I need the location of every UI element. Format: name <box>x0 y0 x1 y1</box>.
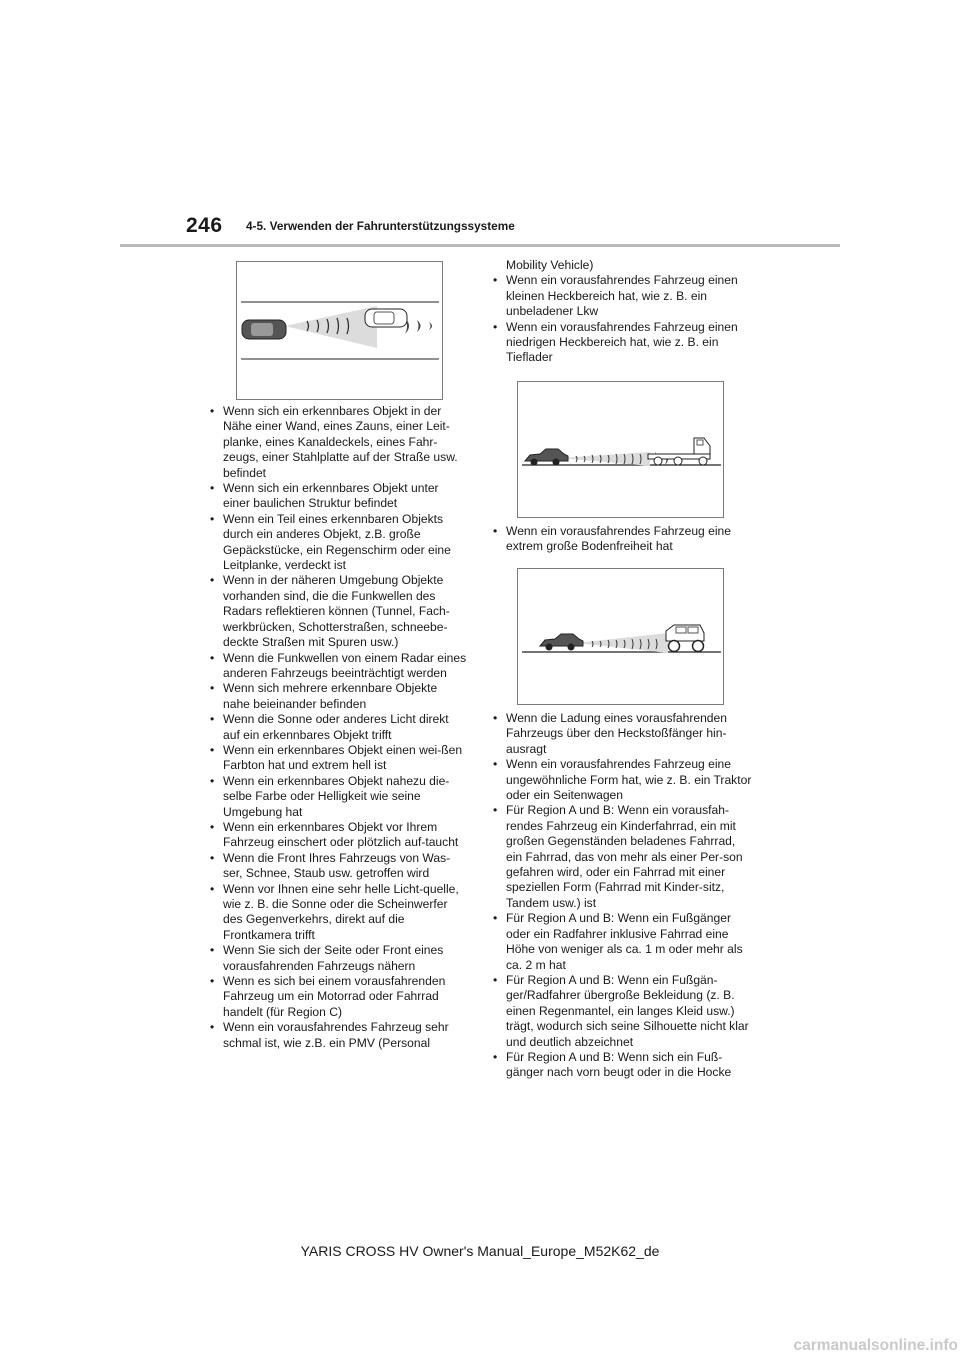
right-column-bottom-list <box>492 711 754 1081</box>
right-column-middle-list <box>492 524 754 555</box>
list-item: • Für Region A und B: Wenn ein Fußgän-ger/Radfahrer übergroße Bekleidung (z. B. einen Regenmantel, ein langes Kleid usw.) trägt, wodurch sich seine Silhouette nicht klar und deutlich abzeichnet <box>492 973 754 1050</box>
list-item: • Für Region A und B: Wenn ein vorausfah-rendes Fahrzeug ein Kinderfahrrad, ein mit großen Gegenständen beladenes Fahrrad, ein Fahrrad, das von mehr als einer Per-son gefahren wird, oder ein Fahrrad mit einer speziellen Form (Fahrrad mit Kinder-sitz, Tandem usw.) ist <box>492 803 754 911</box>
right-column-top-list <box>492 258 754 366</box>
list-item: • Wenn Sie sich der Seite oder Front eines vorausfahrenden Fahrzeugs nähern <box>209 943 467 974</box>
page-number: 246 <box>186 214 223 237</box>
list-item: • Wenn die Funkwellen von einem Radar eines anderen Fahrzeugs beeinträchtigt werden <box>209 651 467 682</box>
list-item: • Wenn ein vorausfahrendes Fahrzeug einen kleinen Heckbereich hat, wie z. B. ein unbeladener Lkw <box>492 273 754 319</box>
continuation-text: Mobility Vehicle) <box>506 258 594 272</box>
list-item: • Wenn sich ein erkennbares Objekt in der Nähe einer Wand, eines Zauns, einer Leit-planke, eines Kanaldeckels, eines Fahr-zeugs, einer Stahlplatte auf der Straße usw. befindet <box>209 404 467 481</box>
list-item: • Wenn ein vorausfahrendes Fahrzeug einen niedrigen Heckbereich hat, wie z. B. ein Tieflader <box>492 320 754 366</box>
list-item: • Wenn ein vorausfahrendes Fahrzeug sehr schmal ist, wie z.B. ein PMV (Personal <box>209 1020 467 1051</box>
figure-top-view-illustration <box>236 261 443 400</box>
left-column-list <box>209 404 467 1051</box>
list-item: • Wenn in der näheren Umgebung Objekte vorhanden sind, die die Funkwellen des Radars reflektieren können (Tunnel, Fach-werkbrücken, Schotterstraßen, schneebe-deckte Straßen mit Spuren usw.) <box>209 573 467 650</box>
list-item: • Wenn sich ein erkennbares Objekt unter einer baulichen Struktur befindet <box>209 481 467 512</box>
list-item: • Wenn sich mehrere erkennbare Objekte nahe beieinander befinden <box>209 681 467 712</box>
list-item: • Wenn es sich bei einem vorausfahrenden Fahrzeug um ein Motorrad oder Fahrrad handelt (für Region C) <box>209 974 467 1020</box>
list-item: • Wenn ein Teil eines erkennbaren Objekts durch ein anderes Objekt, z.B. große Gepäckstücke, ein Regenschirm oder eine Leitplanke, verdeckt ist <box>209 512 467 574</box>
figure-high-clearance-illustration <box>517 568 724 705</box>
list-item: • Für Region A und B: Wenn ein Fußgänger oder ein Radfahrer inklusive Fahrrad eine Höhe von weniger als ca. 1 m oder mehr als ca. 2 m hat <box>492 911 754 973</box>
footer-manual-title: YARIS CROSS HV Owner's Manual_Europe_M52K62_de <box>300 1243 660 1259</box>
list-item: • Wenn die Front Ihres Fahrzeugs von Was-ser, Schnee, Staub usw. getroffen wird <box>209 851 467 882</box>
list-item: • Wenn die Ladung eines vorausfahrenden Fahrzeugs über den Heckstoßfänger hin-ausragt <box>492 711 754 757</box>
list-item: • Wenn die Sonne oder anderes Licht direkt auf ein erkennbares Objekt trifft <box>209 712 467 743</box>
list-item: • Wenn ein erkennbares Objekt vor Ihrem Fahrzeug einschert oder plötzlich auf-taucht <box>209 820 467 851</box>
list-item: • Wenn ein erkennbares Objekt einen wei-ßen Farbton hat und extrem hell ist <box>209 743 467 774</box>
list-item: • Wenn vor Ihnen eine sehr helle Licht-quelle, wie z. B. die Sonne oder die Scheinwerfer des Gegenverkehrs, direkt auf die Frontkamera trifft <box>209 882 467 944</box>
section-title: 4-5. Verwenden der Fahrunterstützungssysteme <box>246 219 515 233</box>
header-divider <box>120 244 840 247</box>
list-item: • Wenn ein erkennbares Objekt nahezu die-selbe Farbe oder Helligkeit wie seine Umgebung hat <box>209 774 467 820</box>
list-item: • Wenn ein vorausfahrendes Fahrzeug eine ungewöhnliche Form hat, wie z. B. ein Traktor oder ein Seitenwagen <box>492 757 754 803</box>
list-item: • Wenn ein vorausfahrendes Fahrzeug eine extrem große Bodenfreiheit hat <box>492 524 754 555</box>
list-item: • Für Region A und B: Wenn sich ein Fuß-gänger nach vorn beugt oder in die Hocke <box>492 1050 754 1081</box>
figure-flatbed-truck-illustration <box>517 381 724 518</box>
watermark: carmanualsonline.info <box>793 1337 958 1354</box>
